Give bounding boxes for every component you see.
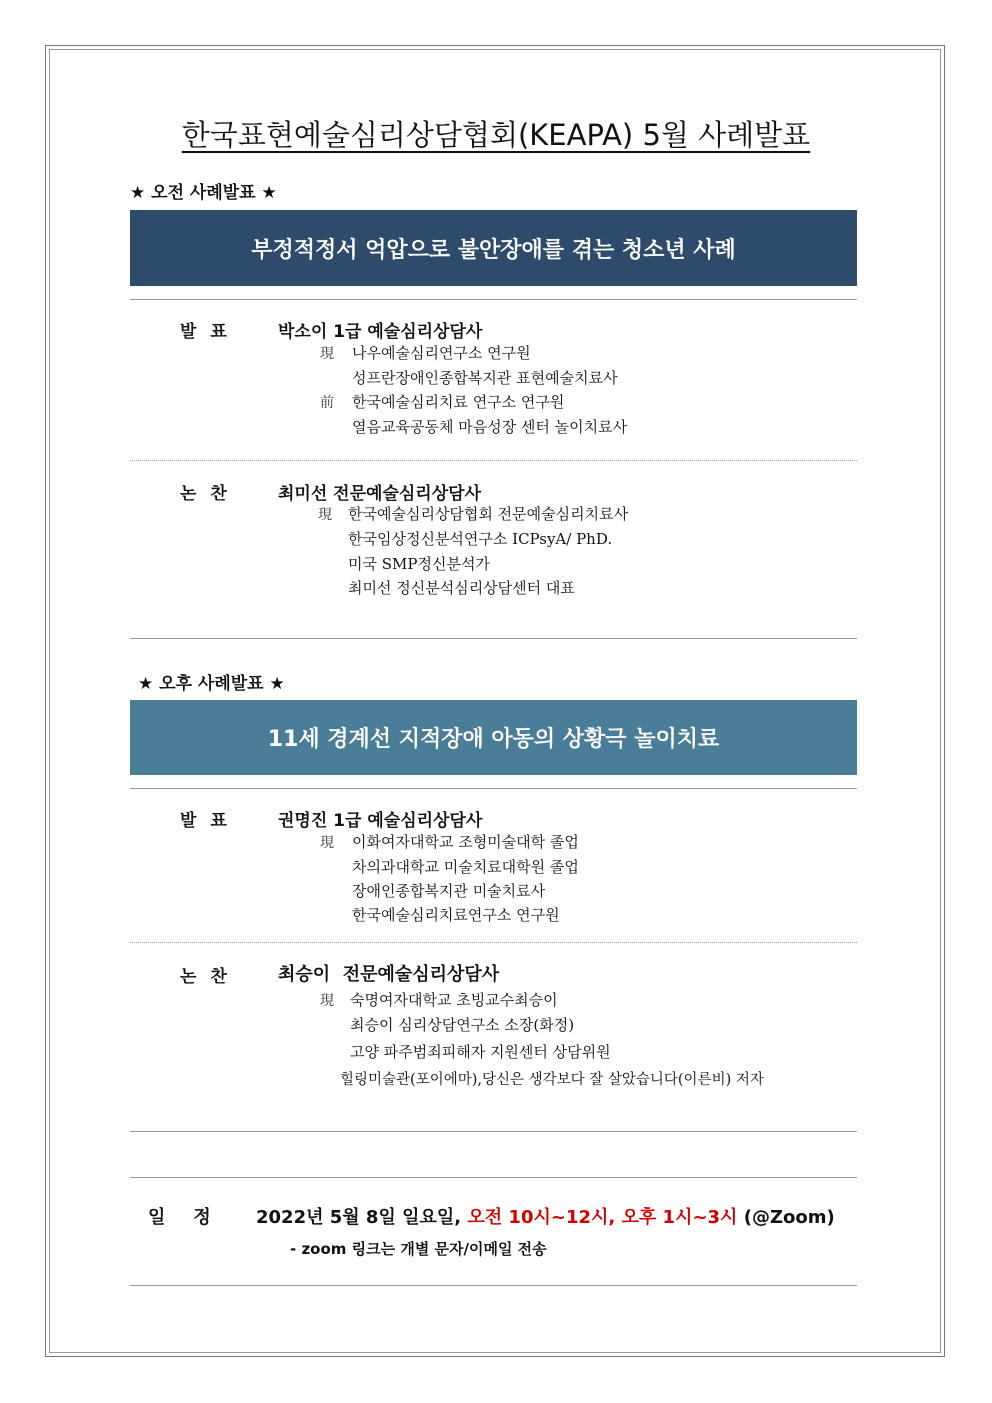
divider [130, 299, 857, 300]
morning-discussant-current-4: 최미선 정신분석심리상담센터 대표 [348, 579, 575, 597]
afternoon-discussant-name: 최승이 전문예술심리상담사 [278, 964, 500, 985]
afternoon-discussant-current-4: 힐링미술관(포이에마),당신은 생각보다 잘 살았습니다(이른비) 저자 [340, 1072, 764, 1088]
schedule-time: 오전 10시~12시, 오후 1시~3시 [467, 1207, 738, 1228]
afternoon-section-label: ★ 오후 사례발표 ★ [138, 674, 285, 694]
morning-discussant-name: 최미선 전문예술심리상담사 [278, 484, 481, 504]
page-title: 한국표현예술심리상담협회(KEAPA) 5월 사례발표 [181, 118, 811, 152]
morning-discussant-current-3: 미국 SMP정신분석가 [348, 555, 490, 573]
morning-presenter-role: 발 표 [180, 322, 231, 342]
divider [130, 788, 857, 789]
afternoon-discussant-current-3: 고양 파주범죄피해자 지원센터 상담위원 [350, 1043, 611, 1061]
schedule-label: 일정 [148, 1207, 239, 1228]
afternoon-presenter-name: 권명진 1급 예술심리상담사 [278, 811, 483, 831]
morning-discussant-current-2: 한국임상정신분석연구소 ICPsyA/ PhD. [348, 530, 613, 548]
afternoon-presenter-role: 발 표 [180, 811, 231, 831]
morning-presenter-former-2: 열음교육공동체 마음성장 센터 놀이치료사 [352, 418, 628, 436]
morning-presenter-former-1: 한국예술심리치료 연구소 연구원 [352, 393, 565, 411]
schedule-text [256, 1203, 835, 1229]
schedule-venue: (@Zoom) [737, 1207, 835, 1228]
current-prefix: 現 [320, 346, 334, 362]
divider-dotted [130, 942, 857, 943]
morning-presenter-name: 박소이 1급 예술심리상담사 [278, 322, 483, 342]
current-prefix: 現 [318, 507, 332, 523]
current-prefix: 現 [320, 835, 334, 851]
morning-discussant-role: 논 찬 [180, 484, 231, 504]
schedule-note: - zoom 링크는 개별 문자/이메일 전송 [290, 1240, 547, 1258]
morning-presenter-current-1: 나우예술심리연구소 연구원 [352, 344, 531, 362]
current-prefix: 現 [320, 993, 334, 1009]
afternoon-discussant-current-2: 최승이 심리상담연구소 소장(화정) [350, 1016, 575, 1034]
former-prefix: 前 [320, 395, 334, 411]
afternoon-presenter-current-2: 차의과대학교 미술치료대학원 졸업 [352, 858, 579, 876]
afternoon-presenter-current-1: 이화여자대학교 조형미술대학 졸업 [352, 833, 579, 851]
morning-banner: 부정적정서 억압으로 불안장애를 겪는 청소년 사례 [130, 210, 857, 286]
divider [130, 1131, 857, 1132]
afternoon-presenter-current-3: 장애인종합복지관 미술치료사 [352, 882, 546, 900]
divider [130, 1285, 857, 1286]
afternoon-discussant-role: 논 찬 [180, 967, 231, 987]
divider [130, 1177, 857, 1178]
morning-section-label: ★ 오전 사례발표 ★ [130, 183, 277, 203]
afternoon-discussant-current-1: 숙명여자대학교 초빙교수최승이 [350, 991, 558, 1009]
divider-dotted [130, 460, 857, 461]
morning-presenter-current-2: 성프란장애인종합복지관 표현예술치료사 [352, 369, 618, 387]
afternoon-banner: 11세 경계선 지적장애 아동의 상황극 놀이치료 [130, 700, 857, 775]
afternoon-presenter-current-4: 한국예술심리치료연구소 연구원 [352, 906, 560, 924]
schedule-date: 2022년 5월 8일 일요일, [256, 1207, 468, 1228]
divider [130, 638, 857, 639]
morning-discussant-current-1: 한국예술심리상담협회 전문예술심리치료사 [348, 505, 629, 523]
